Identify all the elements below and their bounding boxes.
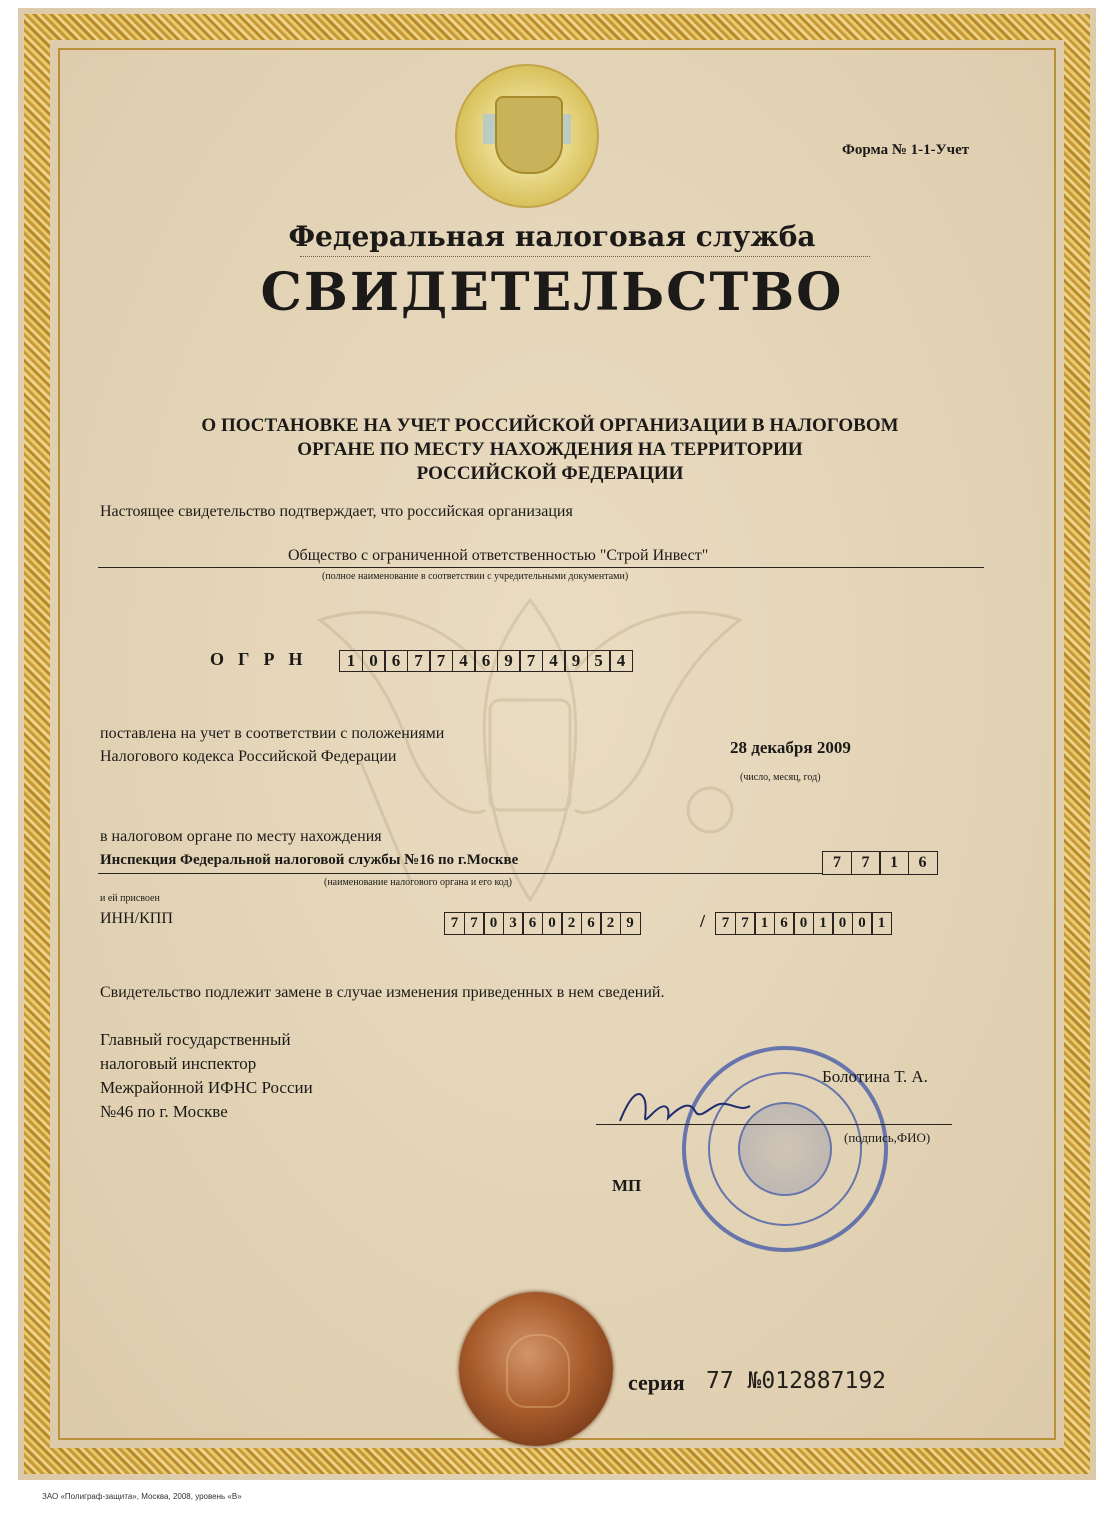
coat-of-arms-icon: [495, 96, 563, 174]
seal-eagle-icon: [506, 1334, 570, 1408]
kpp-digit: 1: [754, 912, 775, 935]
kpp-boxes: [715, 912, 891, 935]
code-digit: 7: [822, 851, 852, 875]
mp-label: МП: [612, 1176, 642, 1195]
replace-note: Свидетельство подлежит замене в случае изменения приведенных в нем сведений.: [100, 984, 665, 1001]
inn-digit: 6: [522, 912, 543, 935]
gold-seal-icon: [459, 1292, 613, 1446]
registration-line2: Налогового кодекса Российской Федерации: [100, 748, 397, 765]
ogrn-digit: 7: [429, 650, 453, 672]
kpp-digit: 1: [813, 912, 834, 935]
code-digit: 1: [879, 851, 909, 875]
kpp-digit: 0: [852, 912, 873, 935]
inn-kpp-label: ИНН/КПП: [100, 910, 173, 927]
inn-digit: 0: [542, 912, 563, 935]
ogrn-digit: 1: [339, 650, 363, 672]
ogrn-digit: 4: [542, 650, 566, 672]
subtitle-line: ОРГАНЕ ПО МЕСТУ НАХОЖДЕНИЯ НА ТЕРРИТОРИИ: [297, 439, 803, 460]
signature-note: (подпись,ФИО): [844, 1130, 931, 1145]
tax-authority-code: [822, 851, 936, 875]
tax-authority-intro: в налоговом органе по месту нахождения: [100, 828, 382, 845]
agency-divider: [300, 256, 870, 257]
code-digit: 7: [851, 851, 881, 875]
subtitle-line: РОССИЙСКОЙ ФЕДЕРАЦИИ: [416, 463, 684, 484]
confirm-text: Настоящее свидетельство подтверждает, что российская организация: [100, 503, 573, 520]
ogrn-digit: 9: [564, 650, 588, 672]
inn-digit: 3: [503, 912, 524, 935]
inn-boxes: [444, 912, 639, 935]
tax-authority-name: Инспекция Федеральной налоговой службы №16 по г.Москве: [100, 852, 519, 868]
ogrn-digit: 0: [362, 650, 386, 672]
inn-digit: 9: [620, 912, 641, 935]
inn-digit: 0: [483, 912, 504, 935]
kpp-digit: 6: [774, 912, 795, 935]
ogrn-digit: 5: [587, 650, 611, 672]
inspector-line: Главный государственный: [100, 1030, 291, 1049]
tax-authority-underline: [98, 873, 822, 874]
ogrn-digit: 4: [609, 650, 633, 672]
signature-icon: [610, 1076, 760, 1136]
ogrn-digit: 9: [497, 650, 521, 672]
document-subtitle: [120, 414, 980, 486]
agency-name: Федеральная налоговая служба: [288, 220, 816, 253]
inspector-name: Болотина Т. А.: [822, 1067, 928, 1086]
ogrn-digit: 7: [519, 650, 543, 672]
kpp-digit: 7: [735, 912, 756, 935]
series-number: 77 №012887192: [706, 1368, 887, 1394]
signature-underline: [596, 1124, 952, 1125]
form-number: Форма № 1-1-Учет: [842, 142, 970, 158]
inn-assigned-text: и ей присвоен: [100, 893, 160, 904]
organization-underline: [98, 567, 984, 568]
inn-digit: 2: [600, 912, 621, 935]
printer-footer: ЗАО «Полиграф-защита», Москва, 2008, уровень «В»: [42, 1492, 242, 1501]
organization-note: (полное наименование в соответствии с учредительными документами): [322, 571, 629, 582]
ogrn-digit: 7: [407, 650, 431, 672]
ogrn-label: ОГРН: [210, 649, 317, 669]
inn-digit: 2: [561, 912, 582, 935]
kpp-digit: 0: [832, 912, 853, 935]
kpp-digit: 1: [871, 912, 892, 935]
registration-date-note: (число, месяц, год): [740, 772, 821, 783]
inspector-title: [100, 1028, 313, 1124]
inspector-line: №46 по г. Москве: [100, 1102, 228, 1121]
inspector-line: налоговый инспектор: [100, 1054, 257, 1073]
registration-date: 28 декабря 2009: [730, 738, 851, 757]
kpp-digit: 7: [715, 912, 736, 935]
inspector-line: Межрайонной ИФНС России: [100, 1078, 313, 1097]
tax-authority-note: (наименование налогового органа и его код): [324, 877, 512, 888]
ogrn-digit: 6: [384, 650, 408, 672]
hologram-emblem-icon: [455, 64, 599, 208]
code-digit: 6: [908, 851, 938, 875]
inn-kpp-separator: /: [700, 911, 706, 931]
ogrn-digit: 4: [452, 650, 476, 672]
kpp-digit: 0: [793, 912, 814, 935]
document-title: СВИДЕТЕЛЬСТВО: [260, 262, 844, 323]
series-label: серия: [628, 1370, 685, 1395]
inn-digit: 7: [464, 912, 485, 935]
organization-name: Общество с ограниченной ответственностью "Строй Инвест": [288, 547, 709, 564]
ogrn-digit: 6: [474, 650, 498, 672]
registration-line1: поставлена на учет в соответствии с положениями: [100, 725, 445, 742]
subtitle-line: О ПОСТАНОВКЕ НА УЧЕТ РОССИЙСКОЙ ОРГАНИЗАЦИИ В НАЛОГОВОМ: [201, 415, 899, 436]
inn-digit: 7: [444, 912, 465, 935]
inn-digit: 6: [581, 912, 602, 935]
ogrn-boxes: [339, 650, 632, 672]
